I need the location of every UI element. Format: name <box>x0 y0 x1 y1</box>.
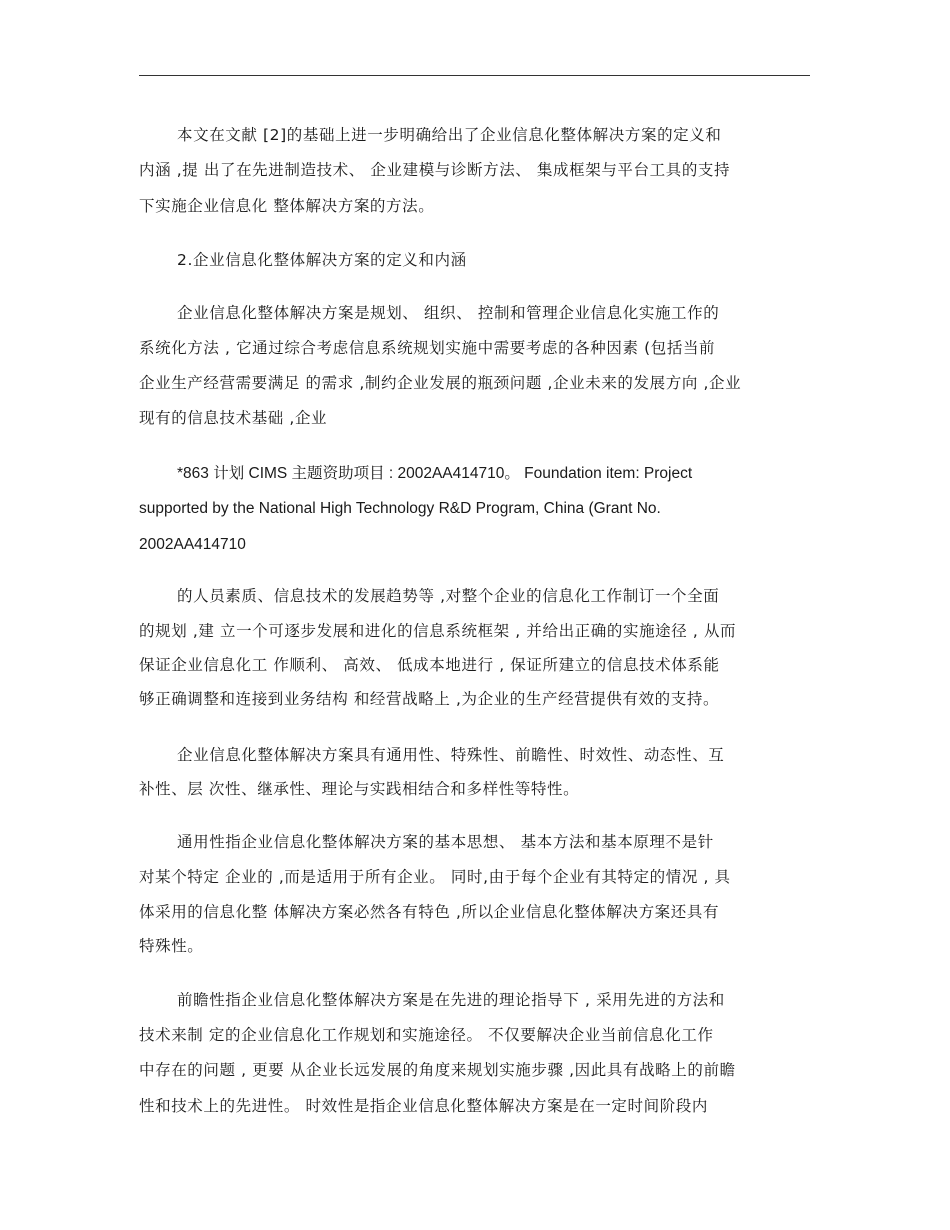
text-line: 企业信息化整体解决方案具有通用性、特殊性、前瞻性、时效性、动态性、互 <box>177 746 725 764</box>
footnote-line: supported by the National High Technology R&D Program, China (Grant No. <box>139 500 661 517</box>
text-line: 特殊性。 <box>139 937 204 955</box>
text-line: 前瞻性指企业信息化整体解决方案是在先进的理论指导下 , 采用先进的方法和 <box>177 991 725 1009</box>
text-line: 下实施企业信息化 整体解决方案的方法。 <box>139 197 435 215</box>
footnote-line: 2002AA414710 <box>139 536 246 553</box>
text-line: 保证企业信息化工 作顺利、 高效、 低成本地进行 , 保证所建立的信息技术体系能 <box>139 656 720 674</box>
text-line: 技术来制 定的企业信息化工作规划和实施途径。 不仅要解决企业当前信息化工作 <box>139 1026 714 1044</box>
text-line: 企业生产经营需要满足 的需求 ,制约企业发展的瓶颈问题 ,企业未来的发展方向 ,企业 <box>139 374 742 392</box>
text-line: 体采用的信息化整 体解决方案必然各有特色 ,所以企业信息化整体解决方案还具有 <box>139 903 720 921</box>
header-rule <box>139 75 810 76</box>
text-line: 通用性指企业信息化整体解决方案的基本思想、 基本方法和基本原理不是针 <box>177 833 714 851</box>
text-line: 对某个特定 企业的 ,而是适用于所有企业。 同时,由于每个企业有其特定的情况 , 具 <box>139 868 731 886</box>
text-line: 本文在文献 [2]的基础上进一步明确给出了企业信息化整体解决方案的定义和 <box>177 126 722 144</box>
text-line: 现有的信息技术基础 ,企业 <box>139 409 328 427</box>
text-line: 的人员素质、信息技术的发展趋势等 ,对整个企业的信息化工作制订一个全面 <box>177 587 720 605</box>
footnote-line: *863 计划 CIMS 主题资助项目 : 2002AA414710。 Foundation item: Project <box>177 465 693 482</box>
text-line: 够正确调整和连接到业务结构 和经营战略上 ,为企业的生产经营提供有效的支持。 <box>139 690 720 708</box>
section-title: 2.企业信息化整体解决方案的定义和内涵 <box>177 251 467 269</box>
text-line: 性和技术上的先进性。 时效性是指企业信息化整体解决方案是在一定时间阶段内 <box>139 1097 709 1115</box>
text-line: 补性、层 次性、继承性、理论与实践相结合和多样性等特性。 <box>139 780 580 798</box>
text-line: 的规划 ,建 立一个可逐步发展和进化的信息系统框架 , 并给出正确的实施途径 , 从而 <box>139 622 737 640</box>
text-line: 系统化方法 , 它通过综合考虑信息系统规划实施中需要考虑的各种因素 (包括当前 <box>139 339 716 357</box>
text-line: 企业信息化整体解决方案是规划、 组织、 控制和管理企业信息化实施工作的 <box>177 304 720 322</box>
text-line: 内涵 ,提 出了在先进制造技术、 企业建模与诊断方法、 集成框架与平台工具的支持 <box>139 161 731 179</box>
text-line: 中存在的问题 , 更要 从企业长远发展的角度来规划实施步骤 ,因此具有战略上的前瞻 <box>139 1061 736 1079</box>
